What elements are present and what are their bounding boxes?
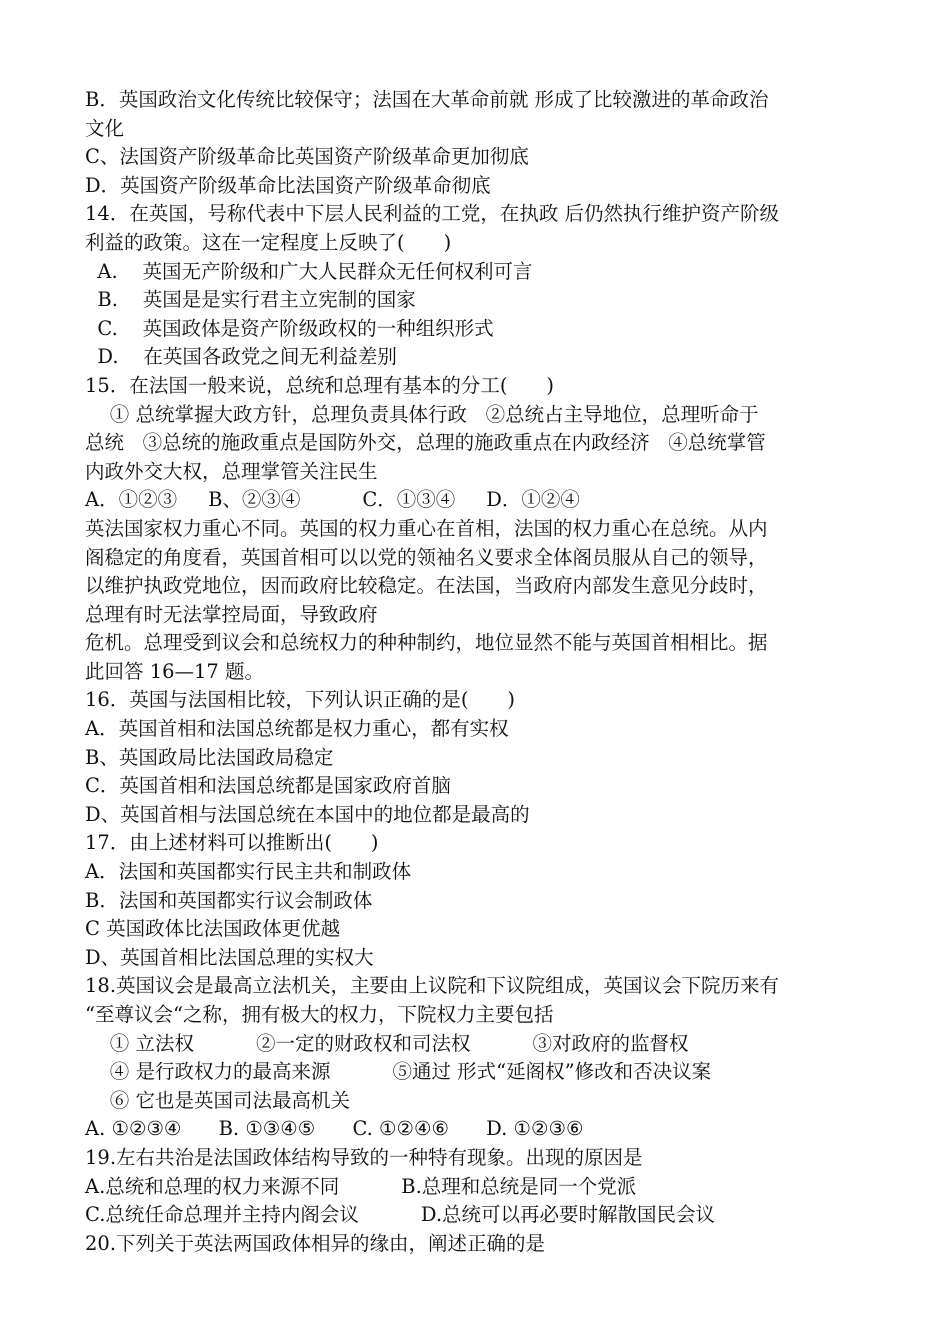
- material-paragraph: 此回答 16—17 题。: [85, 659, 265, 683]
- material-paragraph: 危机。总理受到议会和总统权力的种种制约，地位显然不能与英国首相相比。据: [85, 631, 768, 655]
- question-14-option-b: B. 英国是是实行君主立宪制的国家: [85, 288, 416, 312]
- question-17-option-c: C 英国政体比法国政体更优越: [85, 917, 341, 941]
- question-18-statements: ④ 是行政权力的最高来源 ⑤通过 形式“延阁权”修改和否决议案: [85, 1060, 712, 1084]
- question-15-stem: 15．在法国一般来说，总统和总理有基本的分工( ): [85, 373, 555, 397]
- text-line: 文化: [85, 116, 125, 140]
- question-16-option-d: D、英国首相与法国总统在本国中的地位都是最高的: [85, 802, 530, 826]
- material-paragraph: 总理有时无法掌控局面，导致政府: [85, 602, 378, 626]
- question-14-stem: 14．在英国，号称代表中下层人民利益的工党，在执政 后仍然执行维护资产阶级: [85, 202, 780, 226]
- question-15-options: A．①②③ B、②③④ C．①③④ D．①②④: [85, 488, 580, 512]
- material-paragraph: 阁稳定的角度看，英国首相可以以党的领袖名义要求全体阁员服从自己的领导，: [85, 545, 768, 569]
- question-14-option-a: A. 英国无产阶级和广大人民群众无任何权利可言: [85, 259, 533, 283]
- question-16-option-a: A．英国首相和法国总统都是权力重心，都有实权: [85, 717, 509, 741]
- question-17-option-b: B．法国和英国都实行议会制政体: [85, 888, 373, 912]
- question-18-stem: 18.英国议会是最高立法机关，主要由上议院和下议院组成，英国议会下院历来有: [85, 974, 780, 998]
- question-16-option-c: C．英国首相和法国总统都是国家政府首脑: [85, 774, 451, 798]
- text-line: D．英国资产阶级革命比法国资产阶级革命彻底: [85, 173, 491, 197]
- question-17-option-a: A．法国和英国都实行民主共和制政体: [85, 860, 412, 884]
- question-18-options: A. ①②③④ B. ①③④⑤ C. ①②④⑥ D. ①②③⑥: [85, 1117, 584, 1141]
- question-14-option-c: C. 英国政体是资产阶级政权的一种组织形式: [85, 316, 494, 340]
- question-18-statements: ⑥ 它也是英国司法最高机关: [85, 1088, 350, 1112]
- question-15-statements: 内政外交大权，总理掌管关注民生: [85, 459, 378, 483]
- material-paragraph: 以维护执政党地位，因而政府比较稳定。在法国，当政府内部发生意见分歧时，: [85, 574, 768, 598]
- question-18-statements: ① 立法权 ②一定的财政权和司法权 ③对政府的监督权: [85, 1031, 689, 1055]
- question-15-statements: 总统 ③总统的施政重点是国防外交，总理的施政重点在内政经济 ④总统掌管: [85, 431, 766, 455]
- text-line: B．英国政治文化传统比较保守；法国在大革命前就 形成了比较激进的革命政治: [85, 88, 769, 111]
- question-20-stem: 20.下列关于英法两国政体相异的缘由，阐述正确的是: [85, 1231, 546, 1255]
- question-19-stem: 19.左右共治是法国政体结构导致的一种特有现象。出现的原因是: [85, 1145, 643, 1169]
- question-19-options: C.总统任命总理并主持内阁会议 D.总统可以再必要时解散国民会议: [85, 1203, 716, 1227]
- question-17-stem: 17．由上述材料可以推断出( ): [85, 831, 379, 855]
- text-line: C、法国资产阶级革命比英国资产阶级革命更加彻底: [85, 145, 529, 169]
- question-16-stem: 16．英国与法国相比较，下列认识正确的是( ): [85, 688, 516, 712]
- document-body: [85, 86, 875, 1258]
- question-16-option-b: B、英国政局比法国政局稳定: [85, 745, 334, 769]
- question-18-stem: “至尊议会“之称，拥有极大的权力，下院权力主要包括: [85, 1003, 554, 1026]
- question-19-options: A.总统和总理的权力来源不同 B.总理和总统是同一个党派: [85, 1174, 637, 1198]
- question-14-stem: 利益的政策。这在一定程度上反映了( ): [85, 230, 452, 254]
- question-17-option-d: D、英国首相比法国总理的实权大: [85, 945, 374, 969]
- material-paragraph: 英法国家权力重心不同。英国的权力重心在首相，法国的权力重心在总统。从内: [85, 516, 768, 540]
- question-15-statements: ① 总统掌握大政方针，总理负责具体行政 ②总统占主导地位，总理听命于: [85, 402, 759, 426]
- question-14-option-d: D. 在英国各政党之间无利益差别: [85, 345, 397, 369]
